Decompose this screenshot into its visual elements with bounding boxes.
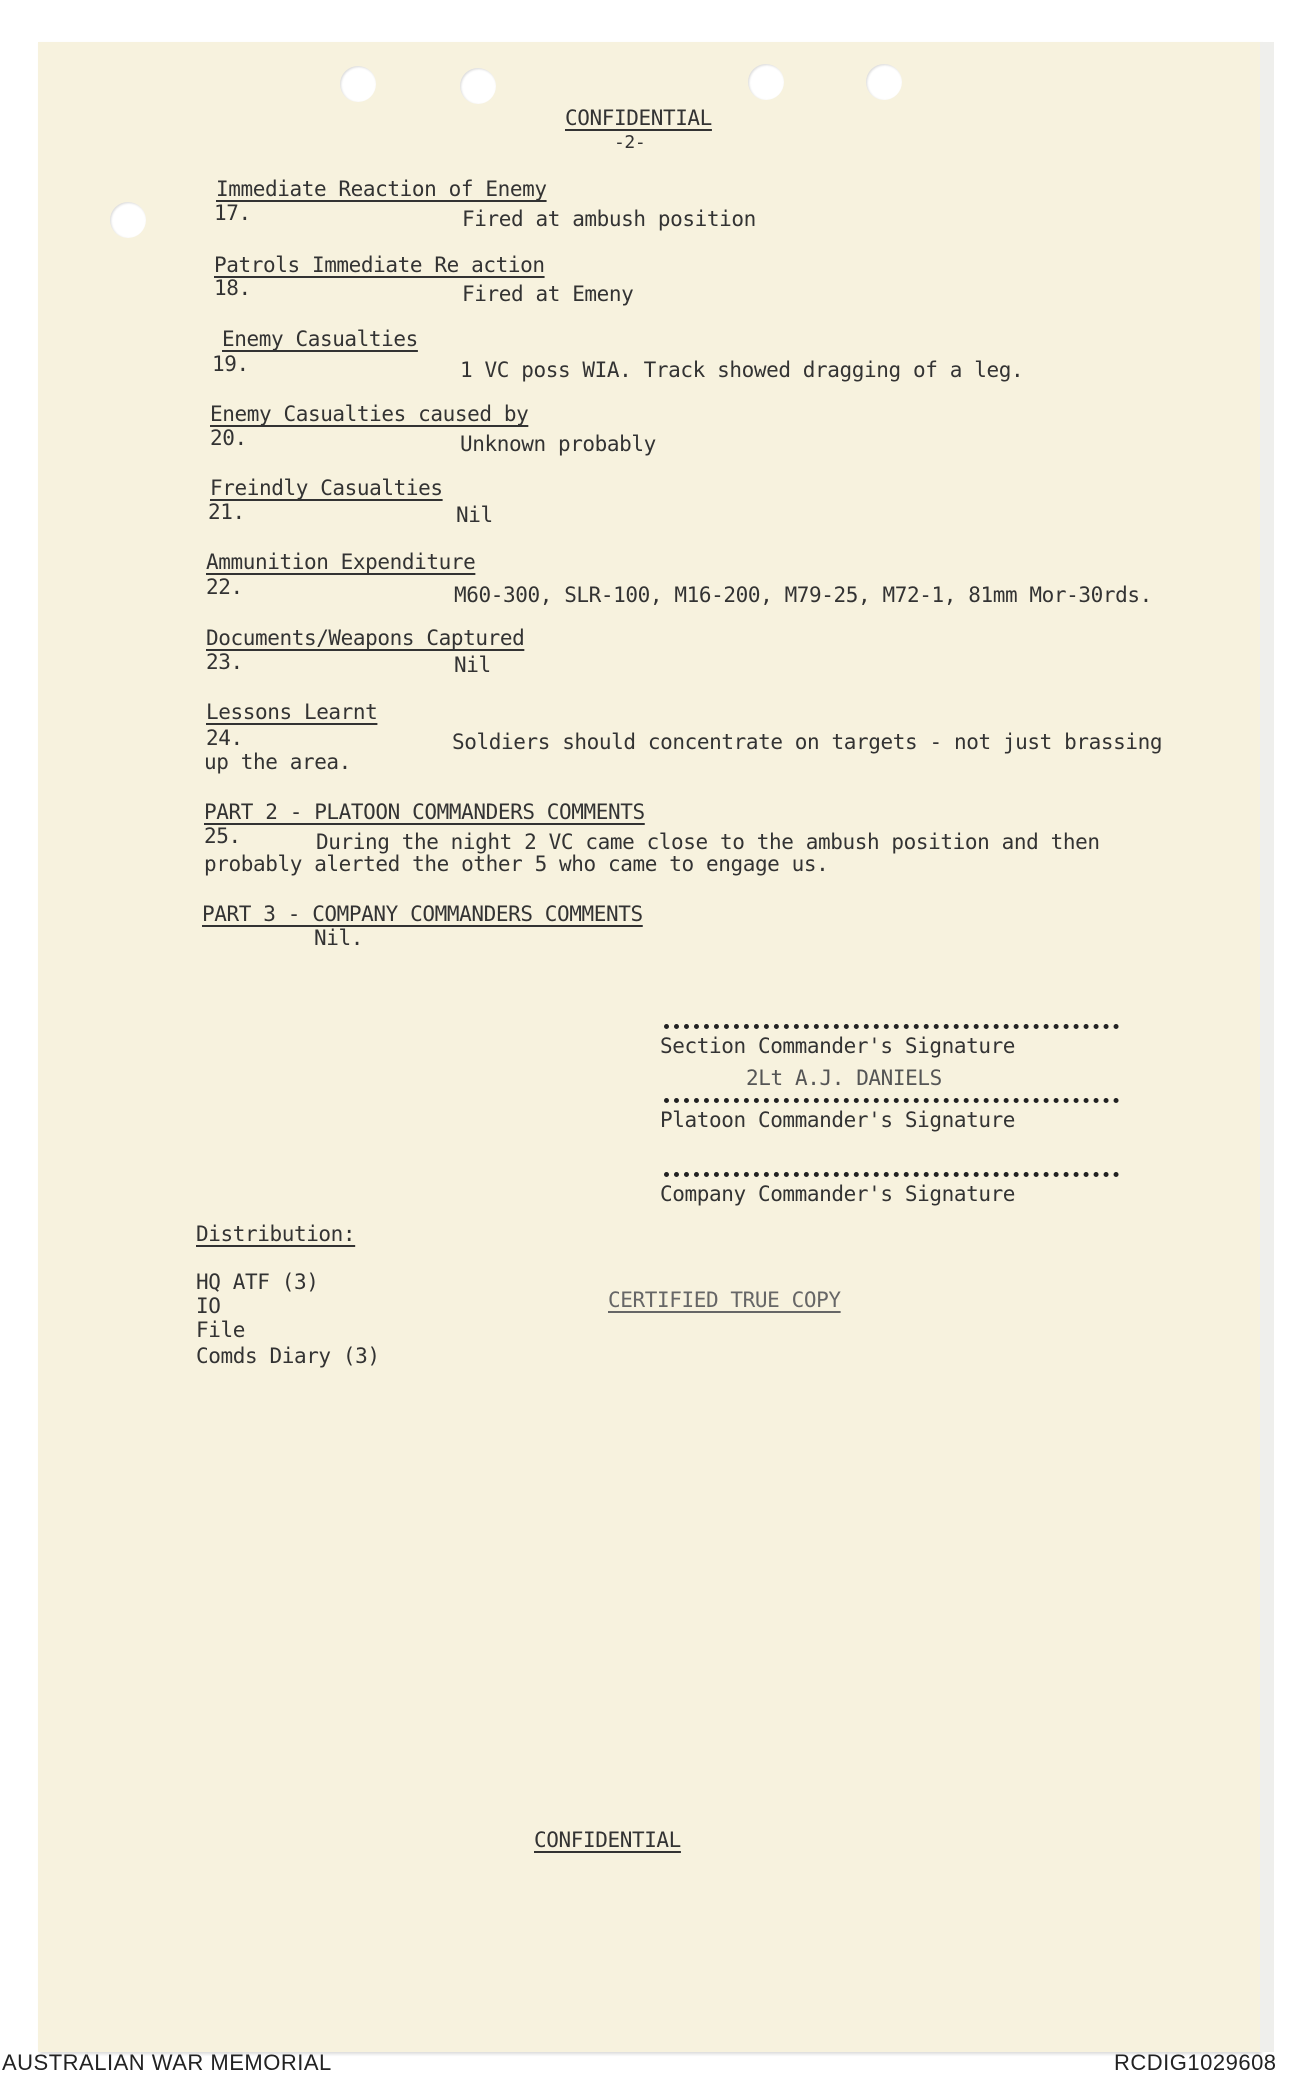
item-text-continued: up the area. xyxy=(204,750,351,774)
classification-header: CONFIDENTIAL xyxy=(565,106,712,130)
item-heading: Enemy Casualties caused by xyxy=(210,402,529,426)
item-text: 1 VC poss WIA. Track showed dragging of a leg. xyxy=(460,358,1024,382)
item-text: Nil xyxy=(456,503,493,527)
item-number: 23. xyxy=(206,650,243,674)
part3-heading: PART 3 - COMPANY COMMANDERS COMMENTS xyxy=(202,902,643,926)
punch-hole xyxy=(340,66,376,102)
punch-hole xyxy=(110,202,146,238)
item-number: 20. xyxy=(210,426,247,450)
item-number: 24. xyxy=(206,726,243,750)
item-heading: Enemy Casualties xyxy=(222,327,418,351)
part2-text: During the night 2 VC came close to the ambush position and then xyxy=(316,830,1100,854)
part3-text: Nil. xyxy=(314,926,363,950)
punch-hole xyxy=(748,64,784,100)
punch-hole xyxy=(866,64,902,100)
item-number: 18. xyxy=(214,276,251,300)
certified-true-copy-stamp: CERTIFIED TRUE COPY xyxy=(608,1288,841,1312)
item-text: M60-300, SLR-100, M16-200, M79-25, M72-1, 81mm Mor-30rds. xyxy=(454,583,1152,607)
item-number: 17. xyxy=(214,201,251,225)
signature-line xyxy=(664,1024,1119,1029)
distribution-heading: Distribution: xyxy=(196,1222,356,1246)
item-number: 21. xyxy=(208,500,245,524)
page-number: -2- xyxy=(614,132,646,153)
archive-watermark-left: AUSTRALIAN WAR MEMORIAL xyxy=(2,2050,332,2075)
distribution-entry: HQ ATF (3) xyxy=(196,1270,319,1294)
item-heading: Documents/Weapons Captured xyxy=(206,626,525,650)
distribution-entry: IO xyxy=(196,1294,221,1318)
item-heading: Patrols Immediate Re action xyxy=(214,253,545,277)
item-heading: Freindly Casualties xyxy=(210,476,443,500)
signature-line xyxy=(664,1172,1119,1177)
part2-number: 25. xyxy=(204,824,241,848)
distribution-entry: Comds Diary (3) xyxy=(196,1344,380,1368)
distribution-entry: File xyxy=(196,1318,245,1342)
item-text: Unknown probably xyxy=(460,432,656,456)
item-heading: Lessons Learnt xyxy=(206,700,378,724)
company-commander-signature-label: Company Commander's Signature xyxy=(660,1182,1016,1206)
item-heading: Immediate Reaction of Enemy xyxy=(216,177,547,201)
archive-watermark-right: RCDIG1029608 xyxy=(1114,2050,1277,2075)
platoon-commander-signature-label: Platoon Commander's Signature xyxy=(660,1108,1016,1132)
platoon-commander-name: 2Lt A.J. DANIELS xyxy=(746,1066,942,1090)
item-number: 22. xyxy=(206,575,243,599)
item-text: Soldiers should concentrate on targets - not just brassing xyxy=(452,730,1163,754)
page-edge xyxy=(1260,42,1274,2052)
part2-heading: PART 2 - PLATOON COMMANDERS COMMENTS xyxy=(204,800,645,824)
item-text: Fired at ambush position xyxy=(462,207,756,231)
classification-footer: CONFIDENTIAL xyxy=(534,1828,681,1852)
item-number: 19. xyxy=(212,352,249,376)
part2-text-continued: probably alerted the other 5 who came to engage us. xyxy=(204,852,829,876)
punch-hole xyxy=(460,68,496,104)
item-text: Fired at Emeny xyxy=(462,282,634,306)
signature-line xyxy=(664,1098,1119,1103)
section-commander-signature-label: Section Commander's Signature xyxy=(660,1034,1016,1058)
item-text: Nil xyxy=(454,653,491,677)
item-heading: Ammunition Expenditure xyxy=(206,550,476,574)
